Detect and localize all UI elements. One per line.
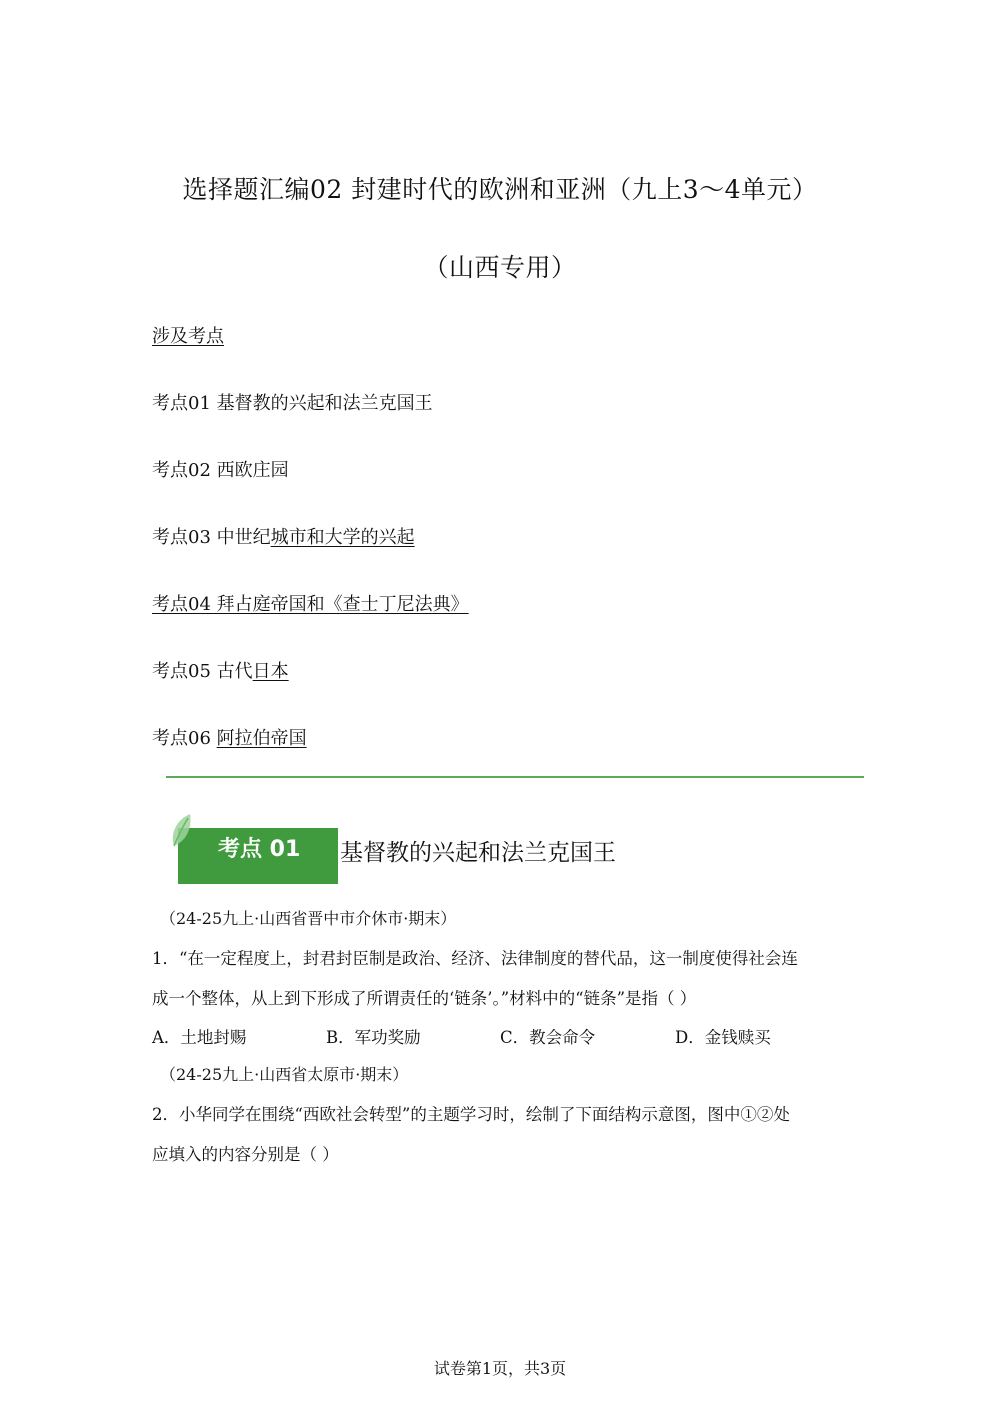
q1-source: （24-25九上·山西省晋中市介休市·期末） <box>160 909 457 928</box>
toc-item-prefix: 考点05 古代 <box>152 661 253 682</box>
toc-item-prefix: 考点02 <box>152 460 217 481</box>
toc-item-2 <box>152 456 289 482</box>
toc-item-3 <box>152 523 415 549</box>
toc-item-prefix: 考点06 <box>152 728 217 749</box>
doc-subtitle: （山西专用） <box>423 253 577 282</box>
section-divider <box>166 776 864 778</box>
q2-stem-line2: 应填入的内容分别是（ ） <box>152 1145 339 1164</box>
q1-option-c: C．教会命令 <box>500 1028 596 1047</box>
toc-item-5 <box>152 657 289 683</box>
q1-stem-line2: 成一个整体，从上到下形成了所谓责任的‘链条’。”材料中的“链条”是指（ ） <box>152 989 697 1008</box>
q1-option-d: D．金钱赎买 <box>675 1028 771 1047</box>
toc-item-link: 阿拉伯帝国 <box>216 728 307 749</box>
q2-source: （24-25九上·山西省太原市·期末） <box>160 1065 409 1084</box>
toc-item-6 <box>152 724 307 750</box>
page-footer: 试卷第1页，共3页 <box>433 1359 567 1378</box>
section-badge-label: 考点 01 <box>218 837 301 862</box>
toc-item-link: 日本 <box>252 661 289 682</box>
toc-item-link: 城市和大学的兴起 <box>270 527 415 548</box>
doc-title: 选择题汇编02 封建时代的欧洲和亚洲（九上3～4单元） <box>182 175 818 204</box>
q1-option-a: A．土地封赐 <box>152 1028 247 1047</box>
toc-item-prefix: 考点01 <box>152 393 217 414</box>
toc-item-4 <box>152 590 469 616</box>
toc-item-text: 西欧庄园 <box>216 460 289 481</box>
section-title: 基督教的兴起和法兰克国王 <box>340 840 616 866</box>
q2-stem-line1: 2．小华同学在围绕“西欧社会转型”的主题学习时，绘制了下面结构示意图，图中①②处 <box>152 1105 790 1124</box>
toc-heading: 涉及考点 <box>152 326 224 347</box>
q1-option-b: B．军功奖励 <box>326 1028 421 1047</box>
toc-item-text: 基督教的兴起和法兰克国王 <box>216 393 433 414</box>
toc-item-prefix: 考点03 中世纪 <box>152 527 271 548</box>
toc-item-1 <box>152 389 433 415</box>
q1-stem-line1: 1．“在一定程度上，封君封臣制是政治、经济、法律制度的替代品，这一制度使得社会连 <box>152 949 798 968</box>
leaf-icon <box>168 812 198 852</box>
toc-item-link: 考点04 拜占庭帝国和《查士丁尼法典》 <box>152 594 469 615</box>
